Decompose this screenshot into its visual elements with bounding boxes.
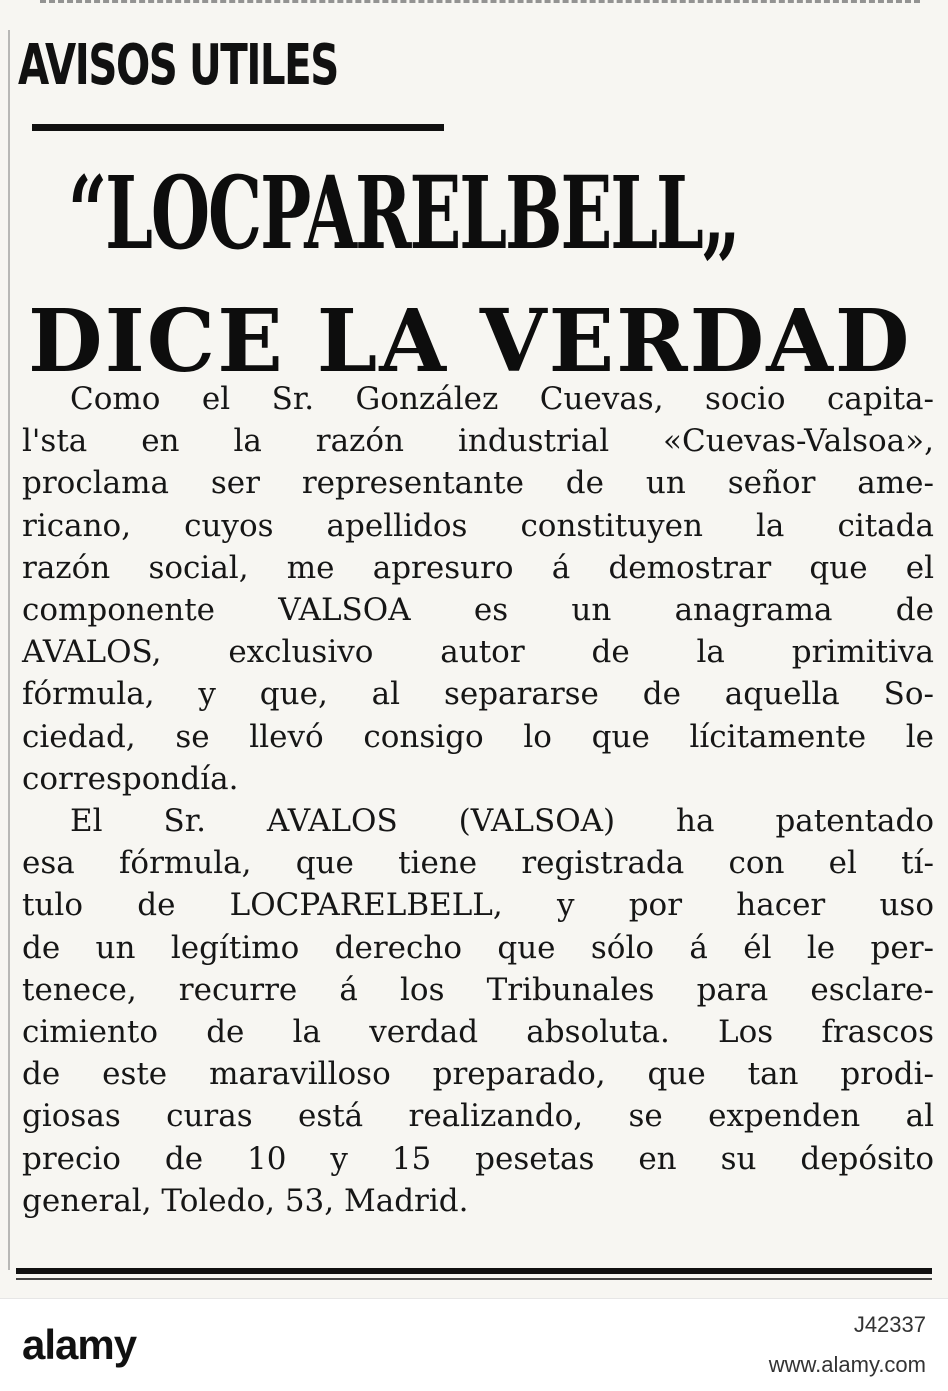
top-border-rule <box>40 0 920 13</box>
section-label: AVISOS UTILES <box>18 33 338 98</box>
body-line: cimiento de la verdad absoluta. Los frascos <box>22 1014 934 1051</box>
body-line: ciedad, se llevó consigo lo que lícitamente le <box>22 718 934 755</box>
body-line: componente VALSOA es un anagrama de <box>22 592 934 629</box>
paragraph-1 <box>22 378 934 800</box>
watermark-footer <box>0 1298 948 1391</box>
paragraph-2 <box>22 800 934 1222</box>
subheadline: DICE LA VERDAD <box>28 291 912 392</box>
body-line: fórmula, y que, al separarse de aquella So- <box>22 676 934 713</box>
body-line: giosas curas está realizando, se expenden al <box>22 1098 934 1135</box>
body-line: tenece, recurre á los Tribunales para esclare- <box>22 971 934 1008</box>
body-line: AVALOS, exclusivo autor de la primitiva <box>22 634 934 671</box>
bottom-border-rule-thin <box>16 1278 932 1280</box>
brand-logo: alamy <box>22 1321 137 1368</box>
bottom-border-rule <box>16 1268 932 1274</box>
body-line: Como el Sr. González Cuevas, socio capita- <box>70 381 934 417</box>
body-line: razón social, me apresuro á demostrar que el <box>22 549 934 586</box>
headline: “LOCPARELBELL„ <box>68 154 739 272</box>
site-url: www.alamy.com <box>768 1352 926 1377</box>
body-line: El Sr. AVALOS (VALSOA) ha patentado <box>70 803 934 840</box>
body-line: tulo de LOCPARELBELL, y por hacer uso <box>22 887 934 924</box>
body-line: general, Toledo, 53, Madrid. <box>22 1182 469 1219</box>
body-line: de un legítimo derecho que sólo á él le per- <box>22 929 934 966</box>
body-line: l'sta en la razón industrial «Cuevas-Valsoa», <box>22 423 934 460</box>
body-line: correspondía. <box>22 760 239 797</box>
body-line: de este maravilloso preparado, que tan prodi- <box>22 1056 934 1093</box>
image-reference <box>769 1305 926 1385</box>
body-line: ricano, cuyos apellidos constituyen la citada <box>22 507 934 544</box>
section-underline <box>32 124 444 131</box>
article-body <box>22 378 934 1222</box>
body-line: esa fórmula, que tiene registrada con el tí- <box>22 845 934 882</box>
left-border-rule <box>8 30 10 1270</box>
body-line: proclama ser representante de un señor ame- <box>22 465 934 502</box>
image-id: J42337 <box>853 1312 926 1337</box>
body-line: precio de 10 y 15 pesetas en su depósito <box>22 1140 934 1177</box>
